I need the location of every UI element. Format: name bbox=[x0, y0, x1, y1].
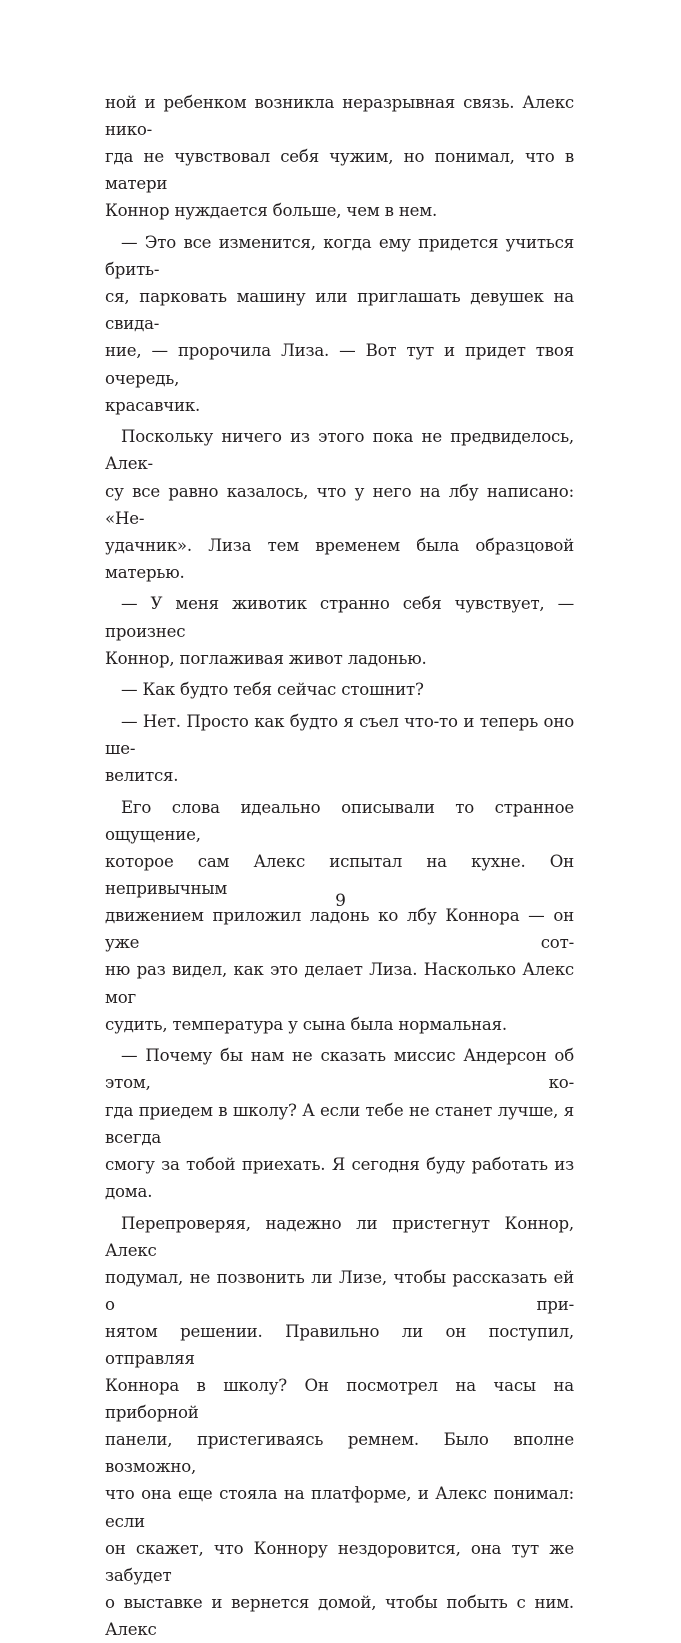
paragraph bbox=[105, 676, 574, 703]
paragraph bbox=[105, 708, 574, 789]
text-line: смогу за тобой приехать. Я сегодня буду работать из дома. bbox=[105, 1151, 574, 1205]
paragraph bbox=[105, 1042, 574, 1205]
page-number: 9 bbox=[0, 890, 681, 912]
text-line: ние, — пророчила Лиза. — Вот тут и придет твоя очередь, bbox=[105, 337, 574, 391]
text-line: нятом решении. Правильно ли он поступил, отправляя bbox=[105, 1318, 574, 1372]
text-line: о выставке и вернется домой, чтобы побыть с ним. Алекс bbox=[105, 1589, 574, 1643]
text-line: — Почему бы нам не сказать миссис Андерсон об этом, ко- bbox=[105, 1042, 574, 1096]
paragraph bbox=[105, 794, 574, 1038]
text-line: — Это все изменится, когда ему придется учиться брить- bbox=[105, 229, 574, 283]
text-line: Его слова идеально описывали то странное ощущение, bbox=[105, 794, 574, 848]
text-line: ню раз видел, как это делает Лиза. Насколько Алекс мог bbox=[105, 956, 574, 1010]
text-line: что она еще стояла на платформе, и Алекс понимал: если bbox=[105, 1480, 574, 1534]
text-line: Коннор, поглаживая живот ладонью. bbox=[105, 645, 574, 672]
paragraph bbox=[105, 423, 574, 586]
text-line: су все равно казалось, что у него на лбу написано: «Не- bbox=[105, 478, 574, 532]
text-line: гда не чувствовал себя чужим, но понимал, что в матери bbox=[105, 143, 574, 197]
text-line: ся, парковать машину или приглашать девушек на свида- bbox=[105, 283, 574, 337]
text-line: ной и ребенком возникла неразрывная связь. Алекс нико- bbox=[105, 89, 574, 143]
text-line: — Нет. Просто как будто я съел что-то и теперь оно ше- bbox=[105, 708, 574, 762]
text-line: Поскольку ничего из этого пока не предвиделось, Алек- bbox=[105, 423, 574, 477]
text-line: Коннор нуждается больше, чем в нем. bbox=[105, 197, 574, 224]
text-line: — У меня животик странно себя чувствует, — произнес bbox=[105, 590, 574, 644]
text-line: Коннора в школу? Он посмотрел на часы на приборной bbox=[105, 1372, 574, 1426]
paragraph bbox=[105, 229, 574, 419]
text-line: — Как будто тебя сейчас стошнит? bbox=[105, 676, 574, 703]
paragraph bbox=[105, 89, 574, 224]
text-line: гда приедем в школу? А если тебе не станет лучше, я всегда bbox=[105, 1097, 574, 1151]
paragraph bbox=[105, 1210, 574, 1643]
body-text bbox=[105, 89, 574, 1643]
text-line: судить, температура у сына была нормальная. bbox=[105, 1011, 574, 1038]
text-line: красавчик. bbox=[105, 392, 574, 419]
text-line: он скажет, что Коннору нездоровится, она тут же забудет bbox=[105, 1535, 574, 1589]
text-line: которое сам Алекс испытал на кухне. Он непривычным bbox=[105, 848, 574, 902]
text-line: Перепроверяя, надежно ли пристегнут Коннор, Алекс bbox=[105, 1210, 574, 1264]
text-line: подумал, не позвонить ли Лизе, чтобы рассказать ей о при- bbox=[105, 1264, 574, 1318]
text-line: удачник». Лиза тем временем была образцовой матерью. bbox=[105, 532, 574, 586]
text-line: панели, пристегиваясь ремнем. Было вполне возможно, bbox=[105, 1426, 574, 1480]
text-line: велится. bbox=[105, 762, 574, 789]
text-line: движением приложил ладонь ко лбу Коннора — он уже сот- bbox=[105, 902, 574, 956]
paragraph bbox=[105, 590, 574, 671]
